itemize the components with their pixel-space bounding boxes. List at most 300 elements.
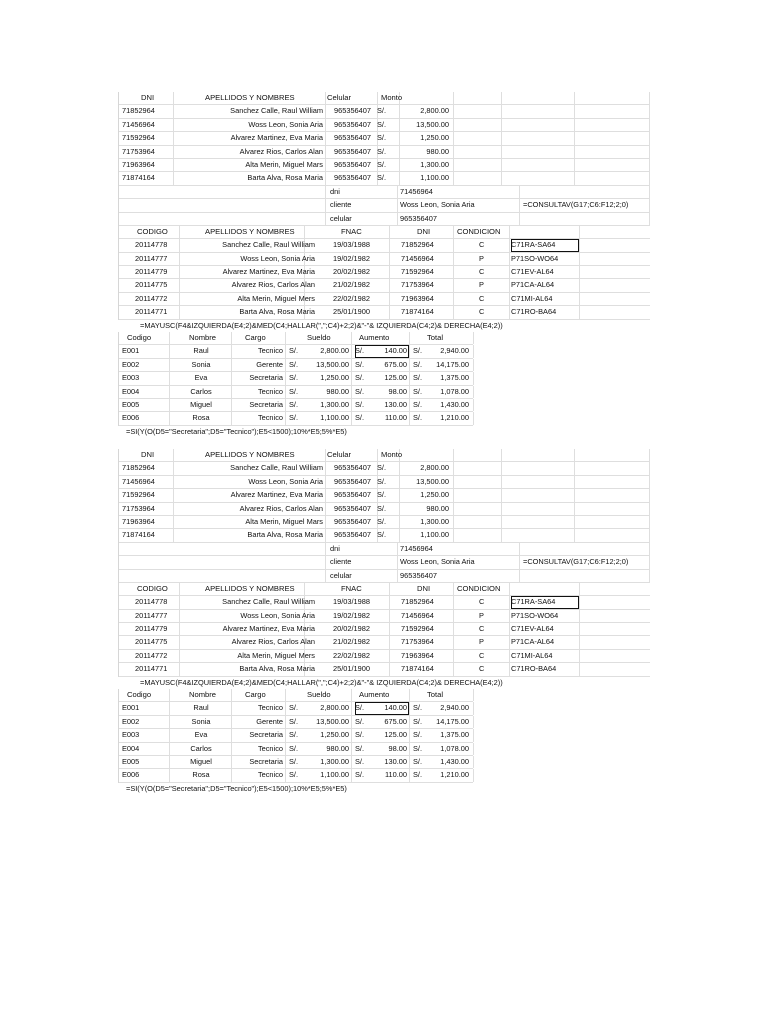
- grid-line: [173, 92, 174, 104]
- grid-line: [173, 529, 174, 541]
- employee-name-cell: Carlos: [190, 386, 212, 396]
- salary-cell: 13,500.00: [316, 716, 349, 726]
- grid-line: [649, 529, 650, 541]
- grid-line: [509, 663, 510, 675]
- phone-cell: 965356407: [334, 133, 371, 143]
- lookup-label: celular: [330, 213, 352, 223]
- grid-line: [169, 386, 170, 398]
- name-cell: Sanchez Calle, Raul William: [230, 463, 323, 473]
- employee-code-cell: E005: [122, 756, 140, 766]
- grid-line: [649, 449, 650, 461]
- currency-cell: S/.: [413, 770, 423, 780]
- grid-line: [389, 650, 390, 662]
- grid-line: [649, 105, 650, 117]
- grid-line: [579, 623, 580, 635]
- grid-line: [409, 729, 410, 741]
- grid-line: [473, 386, 474, 398]
- grid-line: [409, 359, 410, 371]
- generated-code-cell: C71MI-AL64: [511, 293, 553, 303]
- salary-cell: 1,300.00: [320, 756, 349, 766]
- salary-row: [119, 412, 473, 425]
- grid-line: [649, 516, 650, 528]
- employee-code-cell: E006: [122, 770, 140, 780]
- grid-line: [501, 516, 502, 528]
- raise-cell: 130.00: [384, 399, 407, 409]
- grid-line: [501, 476, 502, 488]
- header-apellidos: APELLIDOS Y NOMBRES: [205, 226, 295, 236]
- code-cell: 20114777: [135, 253, 168, 263]
- birthdate-cell: 21/02/1982: [333, 280, 370, 290]
- clients-row: [119, 146, 650, 159]
- total-cell: 1,210.00: [440, 413, 469, 423]
- grid-line: [409, 716, 410, 728]
- total-cell: 1,078.00: [440, 386, 469, 396]
- grid-line: [285, 769, 286, 781]
- dni-cell: 71963964: [401, 650, 434, 660]
- raise-cell: 110.00: [384, 770, 407, 780]
- salary-row: [119, 702, 473, 715]
- currency-cell: S/.: [355, 413, 365, 423]
- codes-header-row: [119, 583, 650, 596]
- grid-line: [649, 172, 650, 184]
- salary-header-row: [119, 332, 473, 345]
- codes-row: [119, 650, 650, 663]
- name-cell: Alvarez Rios, Carlos Alan: [231, 637, 315, 647]
- grid-line: [377, 449, 378, 461]
- codes-row: [119, 306, 650, 319]
- codes-table: [118, 583, 650, 677]
- grid-line: [179, 226, 180, 238]
- grid-line: [173, 159, 174, 171]
- grid-line: [173, 146, 174, 158]
- generated-code-cell: C71RA-SA64: [511, 596, 579, 608]
- employee-code-cell: E003: [122, 730, 140, 740]
- birthdate-cell: 22/02/1982: [333, 650, 370, 660]
- clients-row: [119, 476, 650, 489]
- grid-line: [501, 503, 502, 515]
- salary-cell: 980.00: [326, 743, 349, 753]
- grid-line: [179, 583, 180, 595]
- header-nombre: Nombre: [189, 333, 217, 343]
- amount-cell: 1,250.00: [420, 490, 449, 500]
- grid-line: [473, 743, 474, 755]
- grid-line: [173, 449, 174, 461]
- currency-cell: S/.: [355, 386, 365, 396]
- currency-cell: S/.: [355, 399, 365, 409]
- employee-name-cell: Eva: [194, 373, 208, 383]
- header-monto: Monto: [381, 450, 403, 459]
- grid-line: [453, 489, 454, 501]
- name-cell: Alvarez Martinez, Eva Maria: [222, 624, 315, 634]
- grid-line: [579, 226, 580, 238]
- grid-line: [389, 266, 390, 278]
- dni-cell: 71852964: [122, 463, 155, 473]
- grid-line: [351, 359, 352, 371]
- grid-line: [649, 476, 650, 488]
- grid-line: [649, 186, 650, 198]
- grid-line: [453, 650, 454, 662]
- birthdate-cell: 19/02/1982: [333, 610, 370, 620]
- position-cell: Tecnico: [257, 703, 283, 713]
- currency-cell: S/.: [377, 133, 387, 143]
- grid-line: [649, 199, 650, 211]
- grid-line: [574, 146, 575, 158]
- grid-line: [397, 199, 398, 211]
- grid-line: [501, 462, 502, 474]
- grid-line: [453, 476, 454, 488]
- currency-cell: S/.: [289, 770, 299, 780]
- grid-line: [377, 92, 378, 104]
- header-dni: DNI: [417, 583, 431, 593]
- grid-line: [179, 239, 180, 251]
- grid-line: [169, 412, 170, 424]
- lookup-value: 965356407: [400, 570, 437, 580]
- grid-line: [579, 610, 580, 622]
- grid-line: [579, 663, 580, 675]
- phone-cell: 965356407: [334, 490, 371, 500]
- grid-line: [574, 119, 575, 131]
- currency-cell: S/.: [377, 173, 387, 183]
- currency-cell: S/.: [355, 770, 365, 780]
- birthdate-cell: 19/03/1988: [333, 597, 370, 607]
- header-codigo: CODIGO: [137, 226, 168, 236]
- grid-line: [519, 186, 520, 198]
- grid-line: [325, 105, 326, 117]
- grid-line: [649, 159, 650, 171]
- grid-line: [579, 596, 580, 608]
- clients-row: [119, 462, 650, 475]
- grid-line: [173, 132, 174, 144]
- salary-cell: 980.00: [326, 386, 349, 396]
- sheet-copy-2: [118, 449, 650, 795]
- codes-row: [119, 279, 650, 292]
- grid-line: [285, 743, 286, 755]
- grid-line: [285, 359, 286, 371]
- clients-header-row: [119, 92, 650, 105]
- grid-line: [649, 489, 650, 501]
- grid-line: [574, 462, 575, 474]
- currency-cell: S/.: [289, 716, 299, 726]
- grid-line: [351, 743, 352, 755]
- condition-cell: P: [479, 610, 484, 620]
- grid-line: [574, 132, 575, 144]
- grid-line: [649, 462, 650, 474]
- dni-cell: 71753964: [401, 637, 434, 647]
- generated-code-cell: P71SO-WO64: [511, 610, 559, 620]
- codes-row: [119, 610, 650, 623]
- generated-code-cell: C71RO-BA64: [511, 307, 557, 317]
- grid-line: [173, 476, 174, 488]
- birthdate-cell: 20/02/1982: [333, 624, 370, 634]
- employee-name-cell: Raul: [193, 346, 209, 356]
- lookup-row: [119, 543, 650, 556]
- condition-cell: C: [479, 267, 485, 277]
- grid-line: [453, 172, 454, 184]
- grid-line: [397, 543, 398, 555]
- grid-line: [473, 399, 474, 411]
- employee-name-cell: Sonia: [191, 716, 211, 726]
- currency-cell: S/.: [289, 413, 299, 423]
- currency-cell: S/.: [355, 373, 365, 383]
- grid-line: [501, 119, 502, 131]
- grid-line: [453, 596, 454, 608]
- grid-line: [649, 119, 650, 131]
- grid-line: [179, 610, 180, 622]
- grid-line: [173, 462, 174, 474]
- raise-formula: [118, 426, 650, 438]
- grid-line: [179, 253, 180, 265]
- vlookup-formula: =CONSULTAV(G17;C6:F12;2;0): [523, 557, 629, 567]
- grid-line: [285, 386, 286, 398]
- grid-line: [453, 293, 454, 305]
- currency-cell: S/.: [355, 756, 365, 766]
- grid-line: [574, 449, 575, 461]
- currency-cell: S/.: [289, 756, 299, 766]
- currency-cell: S/.: [413, 413, 423, 423]
- code-cell: 20114779: [135, 624, 168, 634]
- grid-line: [389, 293, 390, 305]
- grid-line: [173, 119, 174, 131]
- raise-cell: 98.00: [388, 386, 407, 396]
- currency-cell: S/.: [377, 159, 387, 169]
- employee-code-cell: E006: [122, 413, 140, 423]
- birthdate-cell: 21/02/1982: [333, 637, 370, 647]
- grid-line: [509, 596, 510, 608]
- grid-line: [169, 332, 170, 344]
- currency-cell: S/.: [355, 359, 365, 369]
- grid-line: [473, 412, 474, 424]
- clients-table: [118, 449, 650, 543]
- header-aumento: Aumento: [359, 690, 390, 700]
- grid-line: [453, 663, 454, 675]
- grid-line: [409, 399, 410, 411]
- grid-line: [453, 279, 454, 291]
- dni-cell: 71852964: [122, 106, 155, 116]
- grid-line: [409, 689, 410, 701]
- birthdate-cell: 19/02/1982: [333, 253, 370, 263]
- header-total: Total: [427, 690, 444, 700]
- employee-name-cell: Raul: [193, 703, 209, 713]
- codes-row: [119, 636, 650, 649]
- clients-row: [119, 516, 650, 529]
- grid-line: [509, 266, 510, 278]
- amount-cell: 1,100.00: [420, 173, 449, 183]
- grid-line: [325, 159, 326, 171]
- grid-line: [397, 186, 398, 198]
- lookup-value: 965356407: [400, 213, 437, 223]
- lookup-label: cliente: [330, 200, 352, 210]
- lookup-row: [119, 213, 650, 226]
- grid-line: [285, 756, 286, 768]
- phone-cell: 965356407: [334, 463, 371, 473]
- employee-code-cell: E004: [122, 386, 140, 396]
- lookup-table: [118, 186, 650, 226]
- grid-line: [579, 239, 580, 251]
- grid-line: [579, 583, 580, 595]
- raise-cell: 140.00: [355, 345, 409, 357]
- formula-text: =SI(Y(O(D5="Secretaria";D5="Tecnico");E5<1500);10%*E5;5%*E5): [126, 783, 347, 793]
- grid-line: [509, 239, 510, 251]
- grid-line: [169, 743, 170, 755]
- grid-line: [473, 769, 474, 781]
- salary-row: [119, 359, 473, 372]
- position-cell: Tecnico: [257, 346, 283, 356]
- lookup-row: [119, 570, 650, 583]
- employee-code-cell: E001: [122, 346, 140, 356]
- grid-line: [453, 239, 454, 251]
- salary-cell: 1,100.00: [320, 770, 349, 780]
- currency-cell: S/.: [413, 730, 423, 740]
- header-codigo: Codigo: [127, 690, 152, 700]
- header-codigo: CODIGO: [137, 583, 168, 593]
- employee-name-cell: Eva: [194, 730, 208, 740]
- grid-line: [231, 689, 232, 701]
- amount-cell: 13,500.00: [416, 119, 449, 129]
- salary-cell: 13,500.00: [316, 359, 349, 369]
- grid-line: [173, 489, 174, 501]
- name-cell: Barta Alva, Rosa Maria: [247, 173, 323, 183]
- lookup-label: cliente: [330, 557, 352, 567]
- lookup-label: dni: [330, 543, 340, 553]
- grid-line: [409, 743, 410, 755]
- dni-cell: 71456964: [401, 253, 434, 263]
- grid-line: [169, 702, 170, 714]
- grid-line: [409, 756, 410, 768]
- grid-line: [579, 636, 580, 648]
- salary-cell: 1,250.00: [320, 373, 349, 383]
- grid-line: [351, 372, 352, 384]
- header-nombre: Nombre: [189, 690, 217, 700]
- currency-cell: S/.: [413, 703, 423, 713]
- generated-code-cell: P71CA-AL64: [511, 280, 555, 290]
- currency-cell: S/.: [355, 743, 365, 753]
- header-dni: DNI: [141, 93, 155, 102]
- grid-line: [453, 529, 454, 541]
- code-cell: 20114772: [135, 293, 168, 303]
- grid-line: [351, 399, 352, 411]
- dni-cell: 71456964: [122, 476, 155, 486]
- dni-cell: 71874164: [401, 664, 434, 674]
- salary-cell: 1,300.00: [320, 399, 349, 409]
- employee-code-cell: E002: [122, 359, 140, 369]
- currency-cell: S/.: [413, 743, 423, 753]
- grid-line: [351, 756, 352, 768]
- total-cell: 1,375.00: [440, 373, 469, 383]
- phone-cell: 965356407: [334, 173, 371, 183]
- formula-text: =MAYUSC(F4&IZQUIERDA(E4;2)&MED(C4;HALLAR(",";C4)+2;2)&"-"& IZQUIERDA(C4;2)& DERECHA(E4;2)): [140, 677, 503, 687]
- grid-line: [453, 146, 454, 158]
- currency-cell: S/.: [377, 503, 387, 513]
- salary-row: [119, 729, 473, 742]
- dni-cell: 71963964: [401, 293, 434, 303]
- employee-code-cell: E001: [122, 703, 140, 713]
- grid-line: [285, 345, 286, 357]
- clients-row: [119, 489, 650, 502]
- name-cell: Alvarez Rios, Carlos Alan: [239, 146, 323, 156]
- header-dni: DNI: [417, 226, 431, 236]
- grid-line: [285, 372, 286, 384]
- header-sueldo: Sueldo: [307, 690, 331, 700]
- clients-row: [119, 172, 650, 185]
- total-cell: 14,175.00: [436, 716, 469, 726]
- currency-cell: S/.: [355, 703, 365, 713]
- currency-cell: S/.: [377, 463, 387, 473]
- name-cell: Sanchez Calle, Raul William: [222, 240, 315, 250]
- grid-line: [509, 636, 510, 648]
- header-cargo: Cargo: [245, 690, 266, 700]
- condition-cell: C: [479, 624, 485, 634]
- lookup-value: Woss Leon, Sonia Aria: [400, 557, 475, 567]
- salary-row: [119, 399, 473, 412]
- salary-header-row: [119, 689, 473, 702]
- grid-line: [325, 462, 326, 474]
- lookup-row: [119, 199, 650, 212]
- codes-row: [119, 253, 650, 266]
- name-cell: Barta Alva, Rosa Maria: [239, 664, 315, 674]
- name-cell: Alvarez Martinez, Eva Maria: [230, 133, 323, 143]
- raise-cell: 675.00: [384, 716, 407, 726]
- clients-table: [118, 92, 650, 186]
- grid-line: [351, 689, 352, 701]
- currency-cell: S/.: [377, 119, 387, 129]
- grid-line: [453, 449, 454, 461]
- grid-line: [169, 399, 170, 411]
- name-cell: Woss Leon, Sonia Aria: [248, 119, 323, 129]
- grid-line: [351, 729, 352, 741]
- employee-name-cell: Miguel: [190, 399, 212, 409]
- name-cell: Sanchez Calle, Raul William: [222, 597, 315, 607]
- grid-line: [501, 146, 502, 158]
- employee-name-cell: Rosa: [192, 770, 210, 780]
- name-cell: Alta Merin, Miguel Mars: [245, 159, 323, 169]
- grid-line: [169, 729, 170, 741]
- generated-code-cell: C71RO-BA64: [511, 664, 557, 674]
- lookup-label: celular: [330, 570, 352, 580]
- grid-line: [325, 489, 326, 501]
- salary-row: [119, 386, 473, 399]
- grid-line: [169, 756, 170, 768]
- grid-line: [574, 503, 575, 515]
- salary-row: [119, 345, 473, 358]
- total-cell: 14,175.00: [436, 359, 469, 369]
- name-cell: Barta Alva, Rosa Maria: [239, 307, 315, 317]
- grid-line: [325, 529, 326, 541]
- dni-cell: 71456964: [122, 119, 155, 129]
- employee-code-cell: E004: [122, 743, 140, 753]
- grid-line: [351, 412, 352, 424]
- dni-cell: 71852964: [401, 597, 434, 607]
- employee-name-cell: Sonia: [191, 359, 211, 369]
- dni-cell: 71456964: [401, 610, 434, 620]
- condition-cell: P: [479, 637, 484, 647]
- generated-code-cell: C71MI-AL64: [511, 650, 553, 660]
- salary-cell: 1,250.00: [320, 730, 349, 740]
- total-cell: 1,078.00: [440, 743, 469, 753]
- grid-line: [579, 266, 580, 278]
- salary-row: [119, 769, 473, 782]
- header-condicion: CONDICION: [457, 583, 501, 593]
- grid-line: [285, 399, 286, 411]
- grid-line: [509, 253, 510, 265]
- grid-line: [649, 556, 650, 568]
- salary-cell: 2,800.00: [320, 346, 349, 356]
- grid-line: [409, 332, 410, 344]
- grid-line: [304, 226, 305, 238]
- grid-line: [325, 556, 326, 568]
- dni-cell: 71852964: [401, 240, 434, 250]
- phone-cell: 965356407: [334, 159, 371, 169]
- raise-cell: 125.00: [384, 373, 407, 383]
